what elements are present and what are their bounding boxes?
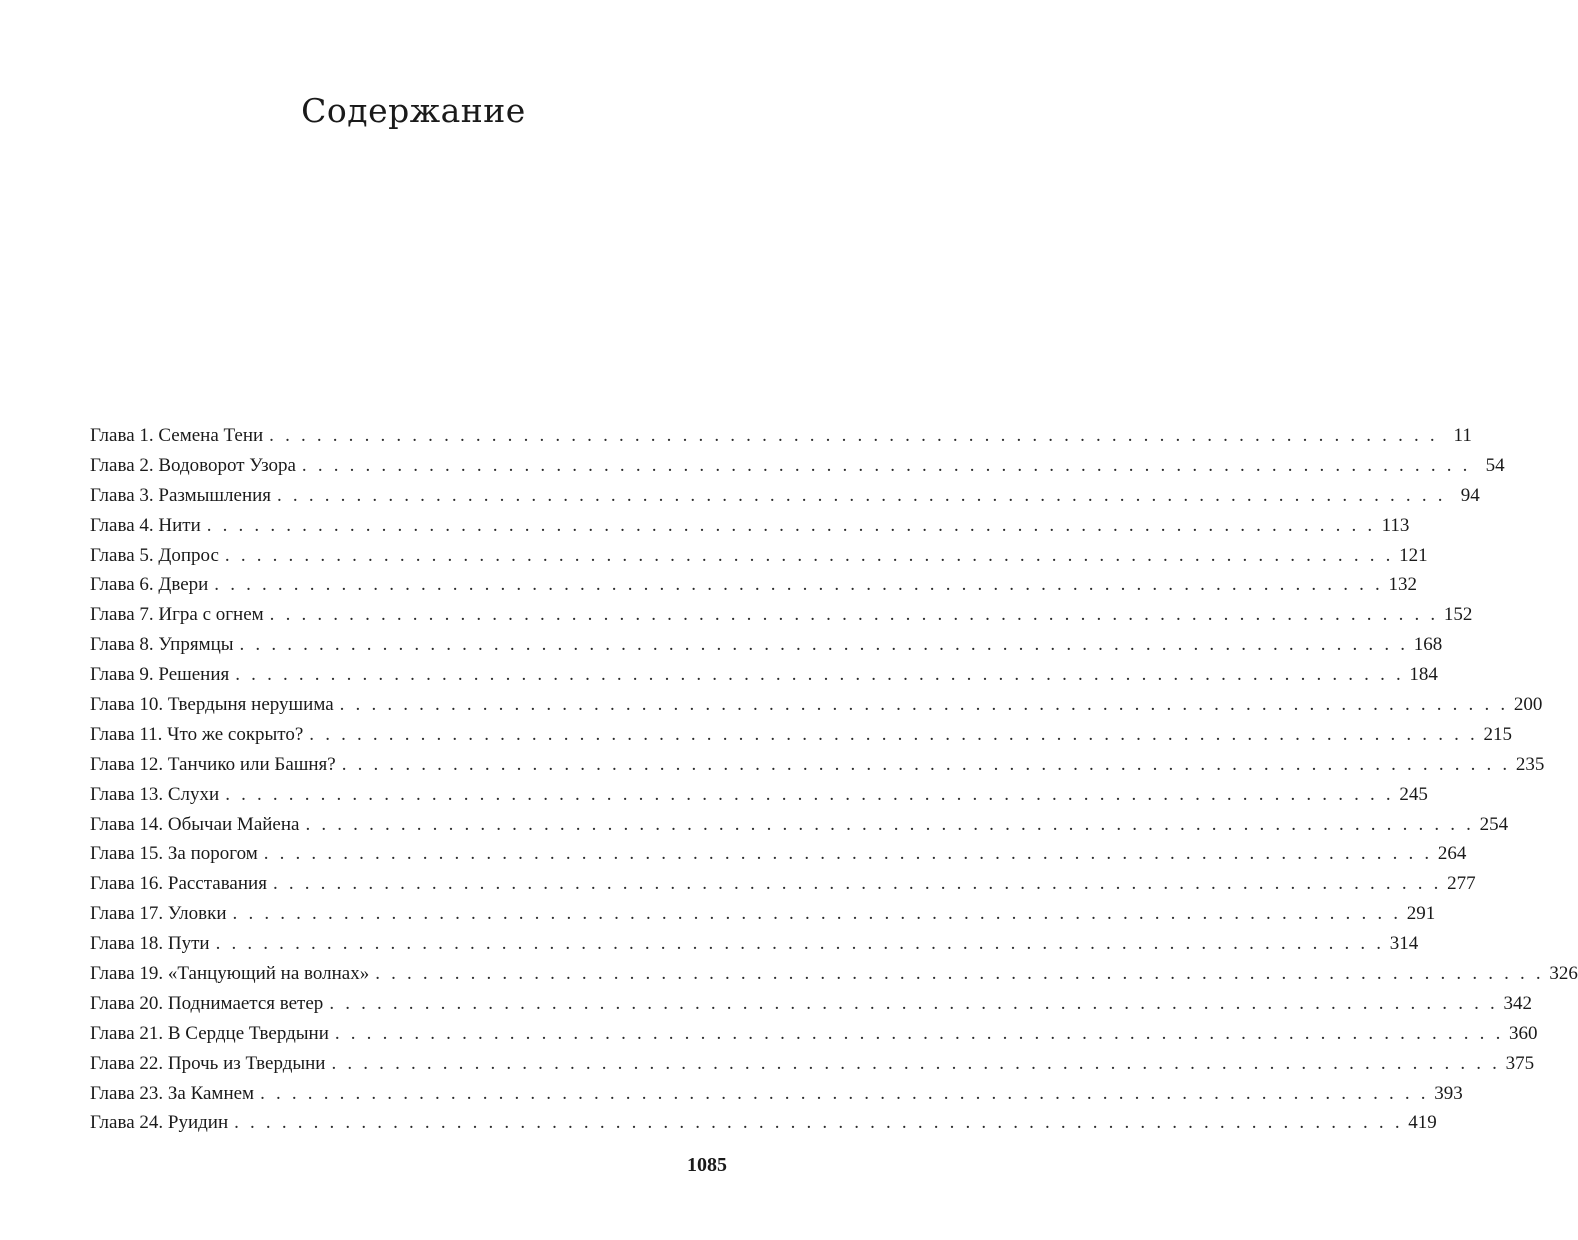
chapter-page-number: 277 xyxy=(1447,873,1476,895)
chapter-title: Глава 22. Прочь из Твердыни xyxy=(90,1052,326,1074)
dot-leader: . . . . . . . . . . . . . . . . . . . . . . . . . . . . . . . . . . . . . . . . . . . . . . . . . . . . . . . . . . . . . . . . . . . . . . . . . . xyxy=(339,694,1509,716)
chapter-title: Глава 4. Нити xyxy=(90,514,201,536)
dot-leader: . . . . . . . . . . . . . . . . . . . . . . . . . . . . . . . . . . . . . . . . . . . . . . . . . . . . . . . . . . . . . . . . . . . . . . . . . . xyxy=(206,514,1376,536)
chapter-title: Глава 14. Обычаи Майена xyxy=(90,813,300,835)
toc-entry xyxy=(90,989,1532,1019)
chapter-title: Глава 24. Руидин xyxy=(90,1112,229,1134)
dot-leader: . . . . . . . . . . . . . . . . . . . . . . . . . . . . . . . . . . . . . . . . . . . . . . . . . . . . . . . . . . . . . . . . . . . . . . . . . . xyxy=(215,933,1385,955)
toc-entry xyxy=(90,1108,1437,1138)
chapter-title: Глава 1. Семена Тени xyxy=(90,425,264,446)
toc-entry xyxy=(90,839,1467,869)
chapter-page-number: 360 xyxy=(1509,1022,1538,1044)
chapter-page-number: 393 xyxy=(1434,1082,1463,1104)
toc-entry xyxy=(90,929,1419,959)
chapter-title: Глава 20. Поднимается ветер xyxy=(90,992,324,1014)
dot-leader: . . . . . . . . . . . . . . . . . . . . . . . . . . . . . . . . . . . . . . . . . . . . . . . . . . . . . . . . . . . . . . . . . . . . . . . . . . xyxy=(239,634,1409,656)
dot-leader: . . . . . . . . . . . . . . . . . . . . . . . . . . . . . . . . . . . . . . . . . . . . . . . . . . . . . . . . . . . . . . . . . . . . . . . . . . xyxy=(260,1082,1429,1104)
table-of-contents xyxy=(90,421,1578,1138)
chapter-title: Глава 10. Твердыня нерушима xyxy=(90,694,334,716)
chapter-title: Глава 12. Танчико или Башня? xyxy=(90,753,336,775)
chapter-title: Глава 8. Упрямцы xyxy=(90,634,234,656)
chapter-title: Глава 19. «Танцующий на волнах» xyxy=(90,963,370,985)
toc-entry xyxy=(90,869,1476,899)
toc-entry xyxy=(90,959,1578,989)
dot-leader: . . . . . . . . . . . . . . . . . . . . . . . . . . . . . . . . . . . . . . . . . . . . . . . . . . . . . . . . . . . . . . . . . . . . . . . . . . xyxy=(375,963,1544,985)
toc-entry xyxy=(90,660,1438,690)
chapter-title: Глава 5. Допрос xyxy=(90,544,219,566)
toc-entry xyxy=(90,899,1436,929)
dot-leader: . . . . . . . . . . . . . . . . . . . . . . . . . . . . . . . . . . . . . . . . . . . . . . . . . . . . . . . . . . . . . . . . . . . . . . . . . . xyxy=(272,873,1442,895)
chapter-title: Глава 2. Водоворот Узора xyxy=(90,454,296,476)
chapter-title: Глава 18. Пути xyxy=(90,933,210,955)
chapter-title: Глава 17. Уловки xyxy=(90,903,227,925)
toc-entry xyxy=(90,780,1428,810)
chapter-page-number: 113 xyxy=(1381,514,1410,536)
chapter-page-number: 314 xyxy=(1389,933,1419,955)
chapter-page-number: 264 xyxy=(1437,843,1467,865)
chapter-page-number: 168 xyxy=(1413,634,1443,656)
dot-leader: . . . . . . . . . . . . . . . . . . . . . . . . . . . . . . . . . . . . . . . . . . . . . . . . . . . . . . . . . . . . . . . . . . . . . . . . . . xyxy=(234,1112,1403,1134)
toc-entry xyxy=(90,1049,1535,1079)
chapter-page-number: 121 xyxy=(1399,544,1428,566)
dot-leader: . . . . . . . . . . . . . . . . . . . . . . . . . . . . . . . . . . . . . . . . . . . . . . . . . . . . . . . . . . . . . . . . . . . . . . . . . . xyxy=(305,813,1475,835)
dot-leader: . . . . . . . . . . . . . . . . . . . . . . . . . . . . . . . . . . . . . . . . . . . . . . . . . . . . . . . . . . . . . . . . . . . . . . . . . . xyxy=(309,723,1478,745)
chapter-title: Глава 11. Что же сокрыто? xyxy=(90,723,304,745)
toc-entry xyxy=(90,511,1410,541)
chapter-page-number: 54 xyxy=(1485,454,1505,476)
dot-leader: . . . . . . . . . . . . . . . . . . . . . . . . . . . . . . . . . . . . . . . . . . . . . . . . . . . . . . . . . . . . . . . . . . . . . . . . . . xyxy=(341,753,1511,775)
dot-leader: . . . . . . . . . . . . . . . . . . . . . . . . . . . . . . . . . . . . . . . . . . . . . . . . . . . . . . . . . . . . . . . . . . . . . . . . . . xyxy=(331,1052,1501,1074)
toc-entry xyxy=(90,630,1443,660)
toc-entry xyxy=(90,570,1417,600)
chapter-page-number: 215 xyxy=(1483,723,1512,745)
chapter-page-number: 184 xyxy=(1409,664,1438,686)
toc-entry xyxy=(90,481,1480,511)
chapter-title: Глава 13. Слухи xyxy=(90,783,220,805)
chapter-page-number: 235 xyxy=(1515,753,1545,775)
toc-entry xyxy=(90,541,1428,571)
dot-leader: . . . . . . . . . . . . . . . . . . . . . . . . . . . . . . . . . . . . . . . . . . . . . . . . . . . . . . . . . . . . . . . . . . . . . . . . . . xyxy=(269,425,1438,446)
dot-leader: . . . . . . . . . . . . . . . . . . . . . . . . . . . . . . . . . . . . . . . . . . . . . . . . . . . . . . . . . . . . . . . . . . . . . . . . . . xyxy=(269,604,1439,626)
chapter-title: Глава 15. За порогом xyxy=(90,843,258,865)
dot-leader: . . . . . . . . . . . . . . . . . . . . . . . . . . . . . . . . . . . . . . . . . . . . . . . . . . . . . . . . . . . . . . . . . . . . . . . . . . xyxy=(232,903,1402,925)
chapter-title: Глава 21. В Сердце Твердыни xyxy=(90,1022,329,1044)
chapter-page-number: 94 xyxy=(1460,484,1480,506)
chapter-title: Глава 6. Двери xyxy=(90,574,209,596)
chapter-page-number: 132 xyxy=(1388,574,1417,596)
toc-entry xyxy=(90,750,1545,780)
chapter-title: Глава 23. За Камнем xyxy=(90,1082,255,1104)
toc-entry xyxy=(90,690,1543,720)
dot-leader: . . . . . . . . . . . . . . . . . . . . . . . . . . . . . . . . . . . . . . . . . . . . . . . . . . . . . . . . . . . . . . . . . . . . . . . . . . xyxy=(329,992,1498,1014)
chapter-page-number: 200 xyxy=(1513,694,1543,716)
toc-entry xyxy=(90,600,1473,630)
dot-leader: . . . . . . . . . . . . . . . . . . . . . . . . . . . . . . . . . . . . . . . . . . . . . . . . . . . . . . . . . . . . . . . . . . . . . . . . . . xyxy=(224,544,1394,566)
toc-entry xyxy=(90,451,1505,481)
chapter-page-number: 245 xyxy=(1399,783,1428,805)
chapter-page-number: 11 xyxy=(1453,425,1472,446)
chapter-page-number: 419 xyxy=(1408,1112,1437,1134)
chapter-page-number: 342 xyxy=(1503,992,1532,1014)
dot-leader: . . . . . . . . . . . . . . . . . . . . . . . . . . . . . . . . . . . . . . . . . . . . . . . . . . . . . . . . . . . . . . . . . . . . . . . . . . xyxy=(235,664,1404,686)
page-title: Содержание xyxy=(301,91,526,130)
toc-entry xyxy=(90,810,1509,840)
chapter-page-number: 291 xyxy=(1406,903,1436,925)
toc-entry xyxy=(90,1079,1463,1109)
chapter-title: Глава 16. Расставания xyxy=(90,873,267,895)
chapter-page-number: 375 xyxy=(1505,1052,1535,1074)
chapter-page-number: 254 xyxy=(1479,813,1509,835)
dot-leader: . . . . . . . . . . . . . . . . . . . . . . . . . . . . . . . . . . . . . . . . . . . . . . . . . . . . . . . . . . . . . . . . . . . . . . . . . . xyxy=(214,574,1383,596)
page-number: 1085 xyxy=(687,1154,727,1176)
chapter-title: Глава 3. Размышления xyxy=(90,484,272,506)
dot-leader: . . . . . . . . . . . . . . . . . . . . . . . . . . . . . . . . . . . . . . . . . . . . . . . . . . . . . . . . . . . . . . . . . . . . . . . . . . xyxy=(301,454,1471,476)
chapter-page-number: 152 xyxy=(1443,604,1473,626)
chapter-title: Глава 9. Решения xyxy=(90,664,230,686)
dot-leader: . . . . . . . . . . . . . . . . . . . . . . . . . . . . . . . . . . . . . . . . . . . . . . . . . . . . . . . . . . . . . . . . . . . . . . . . . . xyxy=(263,843,1433,865)
chapter-page-number: 326 xyxy=(1549,963,1578,985)
dot-leader: . . . . . . . . . . . . . . . . . . . . . . . . . . . . . . . . . . . . . . . . . . . . . . . . . . . . . . . . . . . . . . . . . . . . . . . . . . xyxy=(225,783,1394,805)
toc-entry xyxy=(90,421,1472,451)
chapter-title: Глава 7. Игра с огнем xyxy=(90,604,264,626)
dot-leader: . . . . . . . . . . . . . . . . . . . . . . . . . . . . . . . . . . . . . . . . . . . . . . . . . . . . . . . . . . . . . . . . . . . . . . . . . . xyxy=(277,484,1446,506)
toc-entry xyxy=(90,720,1512,750)
toc-entry xyxy=(90,1019,1538,1049)
dot-leader: . . . . . . . . . . . . . . . . . . . . . . . . . . . . . . . . . . . . . . . . . . . . . . . . . . . . . . . . . . . . . . . . . . . . . . . . . . xyxy=(334,1022,1504,1044)
